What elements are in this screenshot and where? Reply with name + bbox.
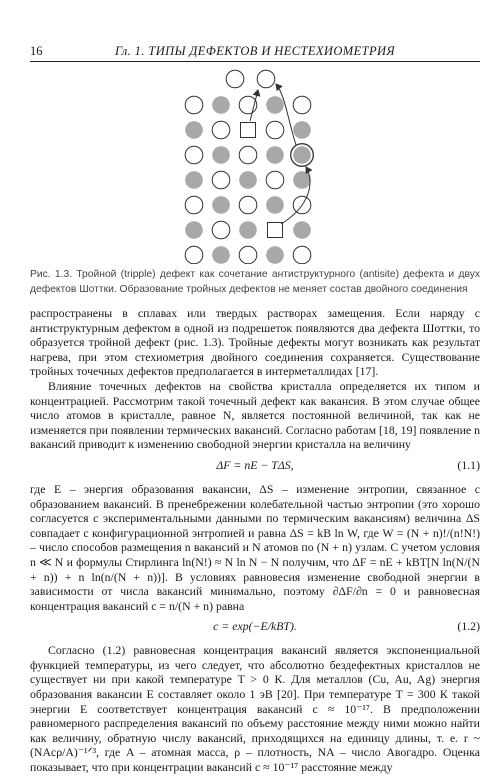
- atom-open: [239, 196, 257, 214]
- atom-gray: [293, 221, 311, 239]
- atom-gray: [266, 246, 284, 264]
- equation-1-2: [30, 615, 480, 639]
- running-title: Гл. 1. ТИПЫ ДЕФЕКТОВ И НЕСТЕХИОМЕТРИЯ: [114, 44, 396, 58]
- atom-open: [266, 171, 284, 189]
- paragraph-2: Влияние точечных дефектов на свойства кристалла определяется их типом и концентрацией. Рассмотрим такой точечный дефект как вакансия. В этом случае общее число атомов в кристалле, равное N, является постоянной величиной, так как не изменяется при появлении термических вакансий. Согласно работам [18, 19] появление n вакансий приводит к изменению свободной энергии кристалла на величину: [30, 378, 481, 452]
- defect-lattice-diagram: [30, 66, 470, 264]
- atom-gray: [212, 96, 230, 114]
- figure-1-3: [30, 66, 470, 264]
- atom-open: [185, 246, 203, 264]
- atom-gray: [212, 196, 230, 214]
- atom-open: [239, 246, 257, 264]
- equation-expression: ΔF = nE − TΔS,: [216, 457, 294, 472]
- paragraph-4: Согласно (1.2) равновесная концентрация вакансий является экспоненциальной функцией температуры, из чего следует, что абсолютно бездефектных кристаллов не существует ни при какой температуре T > 0 К. Для металлов (Cu, Au, Ag) энергия образования вакансии E составляет около 1 эВ [20]. При температуре T = 300 К такой энергии E соответствует концентрация вакансий c ≈ 10⁻¹⁷. В предположении равномерного распределения вакансий по объему расстояние между ними можно найти как величину, обратную числу вакансий, приходящихся на единицу длины, т. е. r ~ (NAcρ/A)⁻¹ᐟ³, где A – атомная масса, ρ – плотность, NA – число Авогадро. Оценка показывает, что при концентрации вакансий c ≈ 10⁻¹⁷ расстояние между: [30, 643, 480, 775]
- body-text: [30, 306, 480, 775]
- atom-open: [293, 246, 311, 264]
- atom-gray: [212, 146, 230, 164]
- equation-number: (1.1): [457, 457, 480, 472]
- atom-gray: [239, 171, 257, 189]
- surface-atom-open: [226, 70, 244, 88]
- page-header: [30, 44, 480, 62]
- antisite-atom: [293, 146, 311, 164]
- atom-gray: [293, 121, 311, 139]
- surface-atom-open: [257, 70, 275, 88]
- atom-gray: [185, 171, 203, 189]
- atom-open: [266, 121, 284, 139]
- atom-open: [185, 196, 203, 214]
- atom-open: [212, 171, 230, 189]
- paragraph-3: где E – энергия образования вакансии, ΔS – изменение энтропии, связанное с образованием вакансий. В пренебрежении колебательной частью энтропии (это хорошо согласуется с экспериментальными данными по термическим вакансиям) величина ΔS совпадает с конфигурационной энтропией и равна ΔS = kB ln W, где W = (N + n)!/(n!N!) – число способов размещения n вакансий и N атомов по (N + n) узлам. С учетом условия n ≪ N и формулы Стирлинга ln(N!) ≈ N ln N − N получим, что ΔF = nE + kBT[N ln(N/(N + n)) + n ln(n/(N + n))]. В условиях равновесия изменение свободной энергии в зависимости от числа вакансий минимально, поэтому ∂ΔF/∂n = 0 и равновесная концентрация вакансий c = n/(N + n) равна: [30, 481, 480, 613]
- equation-number: (1.2): [457, 619, 480, 634]
- atom-gray: [185, 121, 203, 139]
- page-number: 16: [30, 44, 43, 58]
- header-rule: [30, 61, 480, 62]
- vacancy-square: [241, 123, 256, 138]
- equation-1-1: [30, 454, 480, 478]
- atom-open: [185, 146, 203, 164]
- atom-gray: [212, 246, 230, 264]
- atom-open: [185, 96, 203, 114]
- figure-caption: Рис. 1.3. Тройной (tripple) дефект как сочетание антиструктурного (antisite) дефекта и двух дефектов Шоттки. Образование тройных дефектов не меняет состав двойного соединения: [30, 269, 480, 295]
- atom-gray: [185, 221, 203, 239]
- atom-gray: [266, 96, 284, 114]
- atom-gray: [266, 196, 284, 214]
- paragraph-1: распространены в сплавах или твердых растворах замещения. Если наряду с антиструктурным дефектом в одной из подрешеток появляются два дефекта Шоттки, то образуется тройной дефект (рис. 1.3). Тройные дефекты могут возникать как результат нагрева, при этом стехиометрия двойного соединения сохраняется. Существование тройных точечных дефектов предполагается в интерметаллидах [17].: [30, 306, 480, 379]
- atom-open: [212, 121, 230, 139]
- atom-gray: [239, 221, 257, 239]
- atom-open: [293, 96, 311, 114]
- atom-gray: [266, 146, 284, 164]
- equation-expression: c = exp(−E/kBT).: [213, 619, 297, 634]
- atom-open: [212, 221, 230, 239]
- atom-gray: [293, 171, 311, 189]
- atom-open: [239, 146, 257, 164]
- vacancy-square: [268, 223, 283, 238]
